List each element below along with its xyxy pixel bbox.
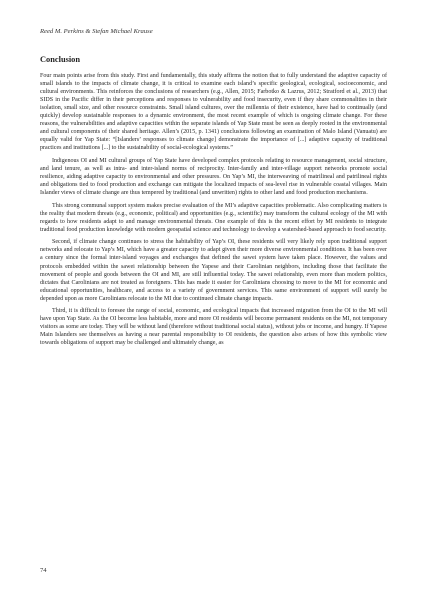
- body-text: [40, 72, 387, 352]
- paragraph: Indigenous OI and MI cultural groups of Yap State have developed complex protocols relating to resource management, social structure, and land tenure, as well as intra- and inter-island norms of reciprocity. Inter-family and inter-village support networks promote social resilience, aiding adaptive capacity to environmental and other pressures. On Yap’s MI, the interweaving of matrilineal and patrilineal rights and obligations tied to food production and exchange can mitigate the localized impacts of sea-level rise in vulnerable coastal villages. Main Islander views of climate change are thus tempered by traditional (and unwritten) rights to other land and food production mechanisms.: [40, 157, 387, 197]
- paragraph: Four main points arise from this study. First and fundamentally, this study affirms the notion that to fully understand the adaptive capacity of small islands to the impacts of climate change, it is critical to examine each island’s specific geological, ecological, socioeconomic, and cultural environments. This reinforces the conclusions of researchers (e.g., Allen, 2015; Farbotko & Lazrus, 2012; Stratford et al., 2013) that SIDS in the Pacific differ in their perceptions and responses to vulnerability and food insecurity, even if they share commonalities in their isolation, small size, and other resource constraints. Small island cultures, over the millennia of their existence, have had to continually (and quickly) develop sustainable responses to a dynamic environment, the most recent example of which is ongoing climate change. For these reasons, the vulnerabilities and adaptive capacities within the separate islands of Yap State must be seen as deeply rooted in the environmental and cultural components of their shared heritage. Allen’s (2015, p. 1341) conclusions following an examination of Malo Island (Vanuatu) are equally valid for Yap State: “[Islanders’ responses to climate change] demonstrate the importance of [...] adaptive capacity of traditional practices and institutions [...] to the sustainability of social-ecological systems.”: [40, 73, 387, 152]
- paragraph: Third, it is difficult to foresee the range of social, economic, and ecological impacts that increased migration from the OI to the MI will have upon Yap State. As the OI become less habitable, more and more OI residents will become permanent residents on the MI, not temporary visitors as some are today. They will be without land (therefore without traditional social status), without jobs or income, and hungry. If Yapese Main Islanders see themselves as having a near parental responsibility to OI residents, the question also arises of how this symbolic view towards obligations of support may be challenged and ultimately change, as: [40, 308, 387, 347]
- paragraph: This strong communal support system makes precise evaluation of the MI’s adaptive capacities problematic. Also complicating matters is the reality that modern threats (e.g., economic, political) and opportunities (e.g., scientific) may transform the cultural ecology of the MI with regards to how residents adapt to and manage environmental threats. One example of this is the recent effort by MI residents to integrate traditional food production knowledge with modern geospatial science and technology to develop a watershed-based approach to food security.: [40, 202, 387, 233]
- paragraph: Second, if climate change continues to stress the habitability of Yap’s OI, these residents will very likely rely upon traditional support networks and relocate to Yap’s MI, which have a greater capacity to adapt given their more diverse environmental conditions. It has been over a century since the formal inter-island voyages and exchanges that defined the sawei system have taken place. However, the values and protocols embedded within the sawei relationship between the Yapese and their Carolinian neighbors, including those that facilitate the movement of people and goods between the OI and MI, are still influential today. The sawei relationship, even more than modern politics, dictates that Carolinians are not treated as foreigners. This has made it easier for Carolinians choosing to move to the MI for economic and educational opportunities, healthcare, and access to a variety of government services. This same environment of support will surely be depended upon as more Carolinians relocate to the MI due to continued climate change impacts.: [40, 239, 387, 302]
- section-heading: Conclusion: [40, 55, 81, 64]
- running-head: Reed M. Perkins & Stefan Michael Krause: [40, 28, 153, 35]
- page-number: 74: [40, 567, 47, 574]
